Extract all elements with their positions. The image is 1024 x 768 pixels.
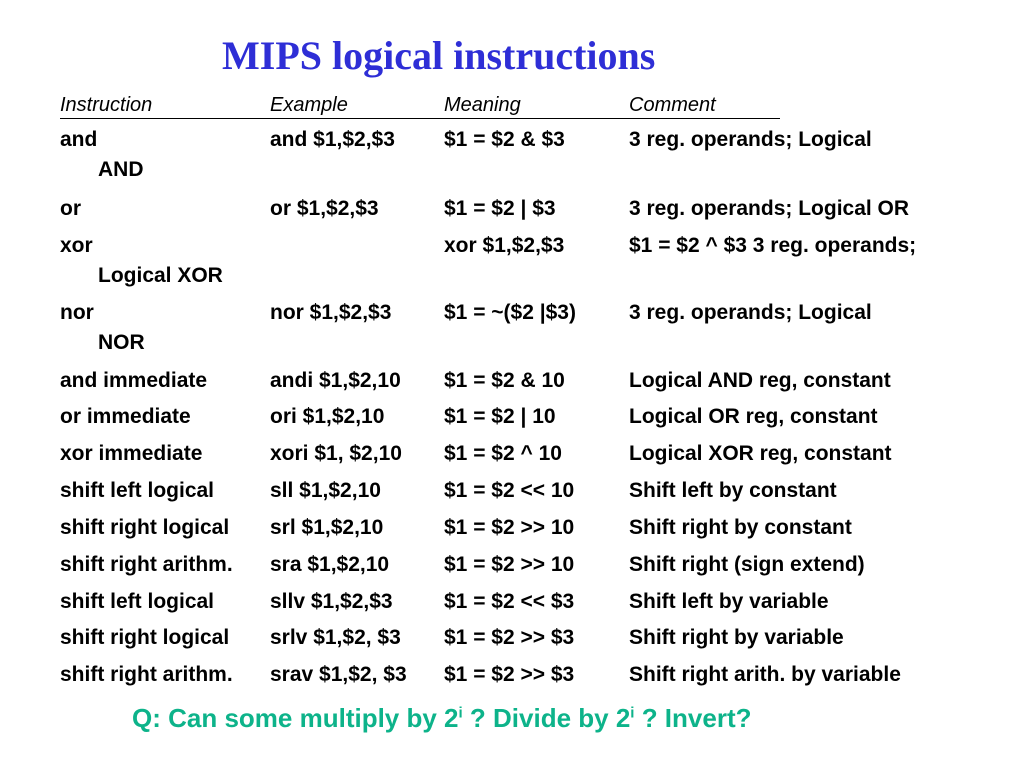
row-instruction: and immediate <box>60 369 208 392</box>
slide-title: MIPS logical instructions <box>222 33 656 78</box>
table-row <box>60 230 1020 287</box>
header-meaning: Meaning <box>444 94 521 116</box>
row-meaning: $1 = $2 << $3 <box>444 590 575 613</box>
question-footer <box>132 700 751 736</box>
table-row <box>60 401 1020 433</box>
row-comment: Shift left by variable <box>629 590 829 613</box>
question-sup1: i <box>458 704 463 722</box>
row-wrap: Logical XOR <box>98 264 223 287</box>
row-instruction: or immediate <box>60 405 191 428</box>
table-row <box>60 549 1020 581</box>
row-meaning: $1 = $2 ^ 10 <box>444 442 562 465</box>
row-meaning: $1 = $2 | 10 <box>444 405 556 428</box>
table-row <box>60 297 1020 354</box>
row-instruction: shift left logical <box>60 590 215 613</box>
row-comment: Shift right by variable <box>629 626 844 649</box>
row-instruction: nor <box>60 301 94 324</box>
row-meaning: $1 = $2 >> 10 <box>444 553 575 576</box>
row-comment: Shift right arith. by variable <box>629 663 901 686</box>
row-comment: Shift right (sign extend) <box>629 553 865 576</box>
row-instruction: xor immediate <box>60 442 203 465</box>
row-instruction: shift right logical <box>60 626 230 649</box>
row-comment: Shift left by constant <box>629 479 837 502</box>
row-instruction: shift right arithm. <box>60 553 233 576</box>
row-example: sll $1,$2,10 <box>270 479 381 502</box>
table-row <box>60 659 1020 691</box>
row-wrap: NOR <box>98 331 145 354</box>
row-comment: Logical XOR reg, constant <box>629 442 892 465</box>
table-row <box>60 475 1020 507</box>
row-meaning: $1 = $2 & $3 <box>444 128 565 151</box>
question-sup2: i <box>630 704 635 722</box>
table-row <box>60 193 1020 225</box>
row-meaning: $1 = $2 & 10 <box>444 369 565 392</box>
table-header <box>60 92 780 119</box>
table-row <box>60 622 1020 654</box>
row-example: nor $1,$2,$3 <box>270 301 392 324</box>
row-meaning: $1 = $2 >> 10 <box>444 516 575 539</box>
row-instruction: or <box>60 197 81 220</box>
row-comment: Shift right by constant <box>629 516 852 539</box>
row-meaning: $1 = ~($2 |$3) <box>444 301 576 324</box>
row-meaning: $1 = $2 | $3 <box>444 197 556 220</box>
row-meaning: xor $1,$2,$3 <box>444 234 565 257</box>
table-row <box>60 365 1020 397</box>
row-example: sllv $1,$2,$3 <box>270 590 393 613</box>
row-comment: Logical AND reg, constant <box>629 369 891 392</box>
header-comment: Comment <box>629 94 716 116</box>
row-example: srlv $1,$2, $3 <box>270 626 401 649</box>
table-row <box>60 512 1020 544</box>
row-comment: 3 reg. operands; Logical OR <box>629 197 910 220</box>
row-instruction: shift right logical <box>60 516 230 539</box>
row-instruction: shift right arithm. <box>60 663 233 686</box>
row-example: srav $1,$2, $3 <box>270 663 407 686</box>
table-row <box>60 586 1020 618</box>
question-part1: Q: Can some multiply by 2 <box>132 703 459 733</box>
row-example: srl $1,$2,10 <box>270 516 384 539</box>
row-comment: 3 reg. operands; Logical <box>629 301 872 324</box>
row-example: andi $1,$2,10 <box>270 369 401 392</box>
row-example: and $1,$2,$3 <box>270 128 395 151</box>
header-example: Example <box>270 94 348 116</box>
question-part3: ? Invert? <box>634 703 752 733</box>
row-meaning: $1 = $2 >> $3 <box>444 626 575 649</box>
row-comment: Logical OR reg, constant <box>629 405 878 428</box>
header-instruction: Instruction <box>60 94 153 116</box>
row-example: ori $1,$2,10 <box>270 405 385 428</box>
table-row <box>60 438 1020 470</box>
row-example: sra $1,$2,10 <box>270 553 390 576</box>
row-instruction: shift left logical <box>60 479 215 502</box>
row-example: xori $1, $2,10 <box>270 442 402 465</box>
table-row <box>60 124 1020 181</box>
row-wrap: AND <box>98 158 144 181</box>
row-comment: 3 reg. operands; Logical <box>629 128 872 151</box>
row-meaning: $1 = $2 << 10 <box>444 479 575 502</box>
row-meaning: $1 = $2 >> $3 <box>444 663 575 686</box>
row-instruction: and <box>60 128 98 151</box>
question-part2: ? Divide by 2 <box>462 703 631 733</box>
row-comment: $1 = $2 ^ $3 3 reg. operands; <box>629 234 917 257</box>
row-example: or $1,$2,$3 <box>270 197 379 220</box>
row-instruction: xor <box>60 234 93 257</box>
